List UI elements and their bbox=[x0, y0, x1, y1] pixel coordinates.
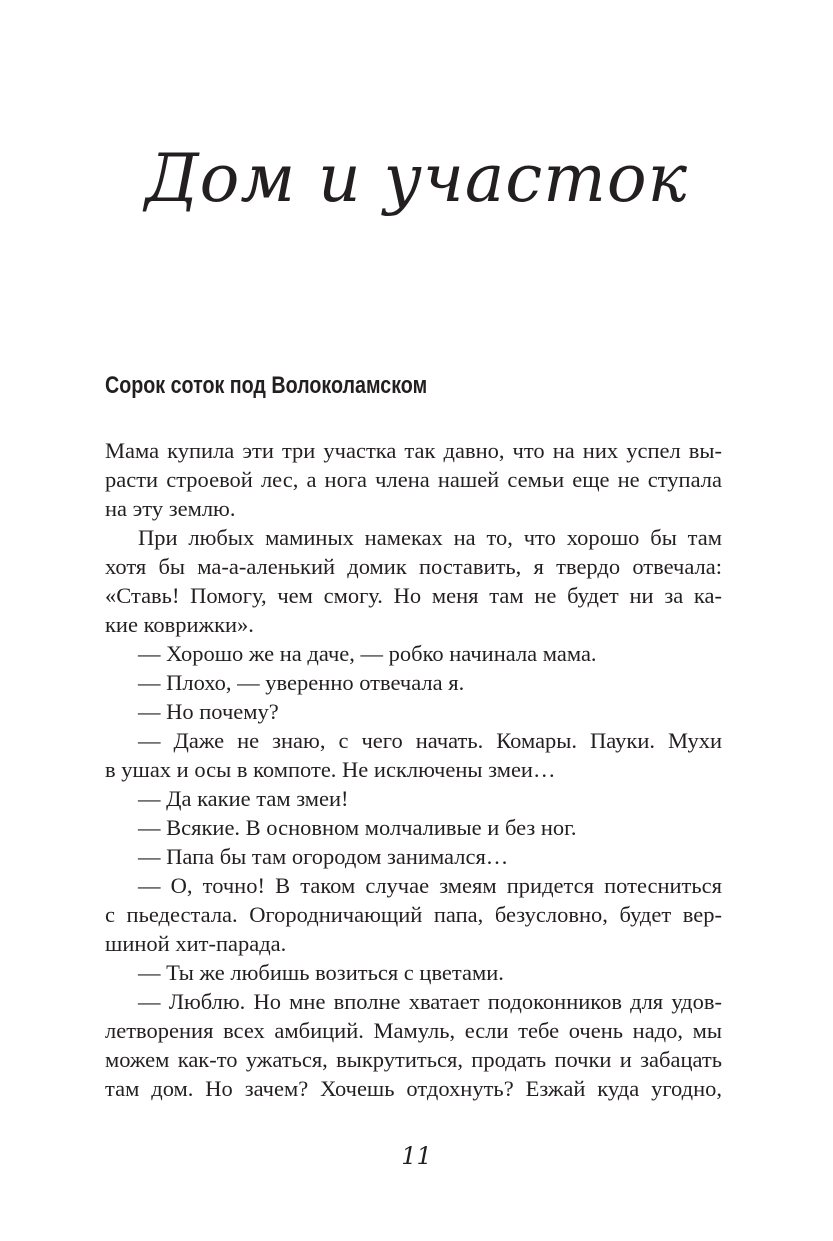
text-line: Мама купила эти три участка так давно, что на них успел вы- bbox=[105, 438, 722, 463]
text-line: шиной хит-парада. bbox=[105, 931, 287, 956]
text-line: — Всякие. В основном молчаливые и без ног. bbox=[138, 815, 577, 840]
text-line: кие коврижки». bbox=[105, 612, 254, 637]
text-line: с пьедестала. Огородничающий папа, безусловно, будет вер- bbox=[105, 902, 722, 927]
text-line: — Папа бы там огородом занимался… bbox=[138, 844, 509, 869]
text-line: можем как-то ужаться, выкрутиться, продать почки и забацать bbox=[105, 1047, 722, 1072]
text-line: — О, точно! В таком случае змеям придется потесниться bbox=[138, 873, 722, 898]
text-line: — Плохо, — уверенно отвечала я. bbox=[138, 670, 465, 695]
section-heading: Сорок соток под Волоколамском bbox=[105, 372, 428, 399]
text-line: хотя бы ма-а-аленький домик поставить, я твердо отвечала: bbox=[105, 554, 722, 579]
text-line: — Да какие там змеи! bbox=[138, 786, 349, 811]
body-text bbox=[105, 436, 722, 1103]
text-line: в ушах и осы в компоте. Не исключены змеи… bbox=[105, 757, 556, 782]
page-number: 11 bbox=[401, 1142, 432, 1170]
text-line: При любых маминых намеках на то, что хорошо бы там bbox=[138, 525, 722, 550]
text-line: летворения всех амбиций. Мамуль, если тебе очень надо, мы bbox=[105, 1018, 722, 1043]
text-line: «Ставь! Помогу, чем смогу. Но меня там не будет ни за ка- bbox=[105, 583, 722, 608]
text-line: расти строевой лес, а нога члена нашей семьи еще не ступала bbox=[105, 467, 722, 492]
text-line: — Хорошо же на даче, — робко начинала мама. bbox=[138, 641, 597, 666]
chapter-title: Дом и участок bbox=[145, 140, 688, 217]
text-line: — Ты же любишь возиться с цветами. bbox=[138, 960, 504, 985]
text-line: — Но почему? bbox=[138, 699, 279, 724]
text-line: на эту землю. bbox=[105, 496, 236, 521]
text-line: — Даже не знаю, с чего начать. Комары. Пауки. Мухи bbox=[138, 728, 722, 753]
text-line: там дом. Но зачем? Хочешь отдохнуть? Езжай куда угодно, bbox=[105, 1076, 722, 1101]
text-line: — Люблю. Но мне вполне хватает подоконников для удов- bbox=[138, 989, 722, 1014]
